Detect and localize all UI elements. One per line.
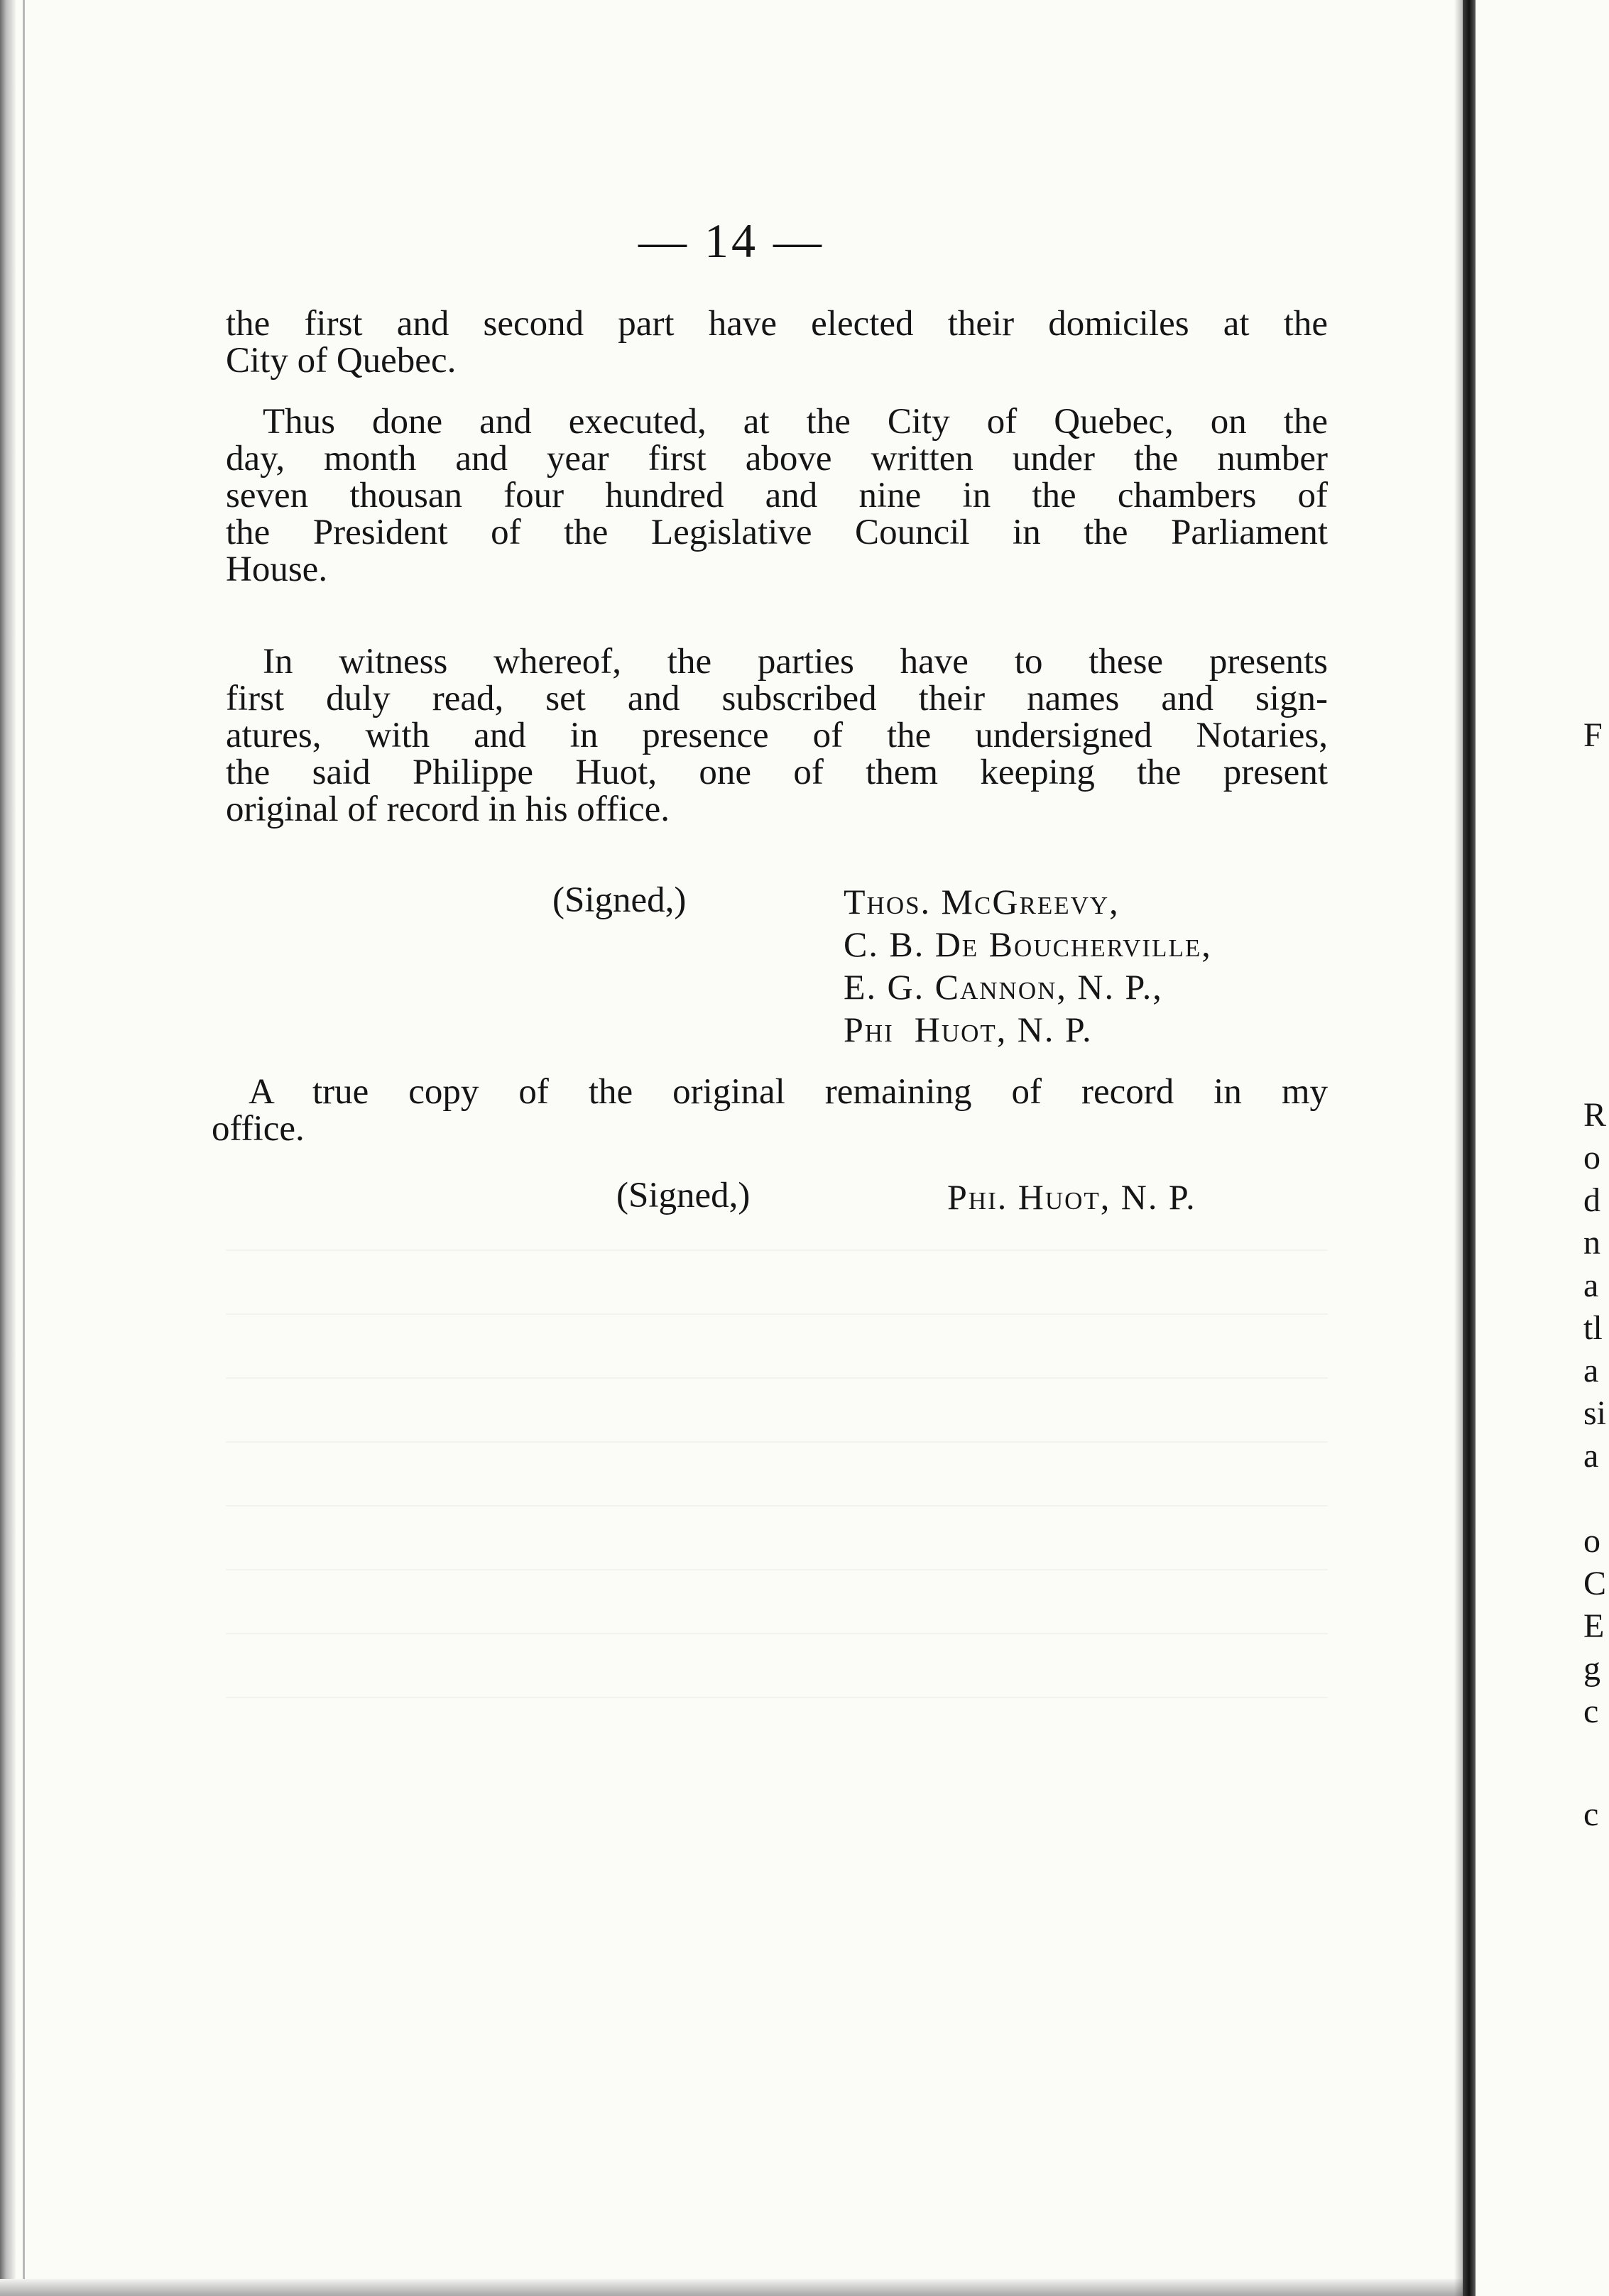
show-through-line [226,1697,1328,1698]
show-through-line [226,1505,1328,1507]
facing-page-fragment: c [1583,1795,1599,1833]
page-number: — 14 — [638,214,824,268]
text-line: the said Philippe Huot, one of them keeping the present [226,753,1328,792]
text-line: first duly read, set and subscribed their names and sign- [226,679,1328,718]
signed-label: (Signed,) [552,880,687,920]
show-through-line [226,1250,1328,1251]
page-left-edge-line [23,0,25,2296]
text-line: office. [212,1109,305,1149]
show-through-line [226,1441,1328,1443]
facing-page-fragment: d [1583,1181,1600,1219]
text-line: the first and second part have elected their domiciles at the [226,304,1328,344]
facing-page-fragment: a [1583,1352,1599,1389]
show-through-line [226,1569,1328,1570]
book-gutter [1463,0,1476,2296]
facing-page-fragment: E [1583,1607,1605,1645]
gutter-shadow [1454,0,1463,2296]
true-copy-signed-label: (Signed,) [616,1176,751,1215]
facing-page-fragment: a [1583,1437,1599,1475]
facing-page-fragment: tl [1583,1309,1603,1347]
text-line: City of Quebec. [226,341,457,381]
text-line: House. [226,550,328,589]
facing-page-fragment: g [1583,1650,1600,1688]
text-line: Thus done and executed, at the City of Quebec, on the [263,402,1328,442]
paragraph-executed [226,403,1328,588]
facing-page-fragment: a [1583,1267,1599,1304]
show-through-line [226,1377,1328,1379]
facing-page-fragment: C [1583,1565,1607,1602]
signatory-mcgreevy: Thos. McGreevy, [844,882,1120,922]
show-through-line [226,1313,1328,1315]
show-through-line [226,1633,1328,1634]
paragraph-domiciles [226,305,1328,379]
true-copy-signatory: Phi. Huot, N. P. [947,1177,1196,1217]
text-line: atures, with and in presence of the undersigned Notaries, [226,716,1328,755]
facing-page-fragment: c [1583,1693,1599,1730]
text-line: In witness whereof, the parties have to these presents [263,642,1328,682]
page-left-edge [0,0,16,2296]
facing-page-fragment: si [1583,1394,1607,1432]
signatory-huot: Phi Huot, N. P. [844,1010,1093,1049]
paragraph-true-copy [212,1073,1328,1147]
facing-page-fragment: o [1583,1522,1600,1560]
text-line: day, month and year first above written under the number [226,439,1328,479]
facing-page-fragment: o [1583,1139,1600,1176]
text-line: original of record in his office. [226,789,670,829]
signatory-cannon: E. G. Cannon, N. P., [844,967,1163,1007]
paragraph-witness [226,643,1328,828]
facing-page-fragment: n [1583,1224,1600,1262]
signatory-de-boucherville: C. B. De Boucherville, [844,924,1212,964]
page-bottom-edge [0,2279,1463,2296]
text-line: the President of the Legislative Council in the Parliament [226,513,1328,552]
facing-page-fragment: R [1583,1096,1607,1134]
text-line: A true copy of the original remaining of record in my [249,1072,1328,1112]
text-line: seven thousan four hundred and nine in the chambers of [226,476,1328,515]
facing-page-fragment: F [1583,716,1603,754]
